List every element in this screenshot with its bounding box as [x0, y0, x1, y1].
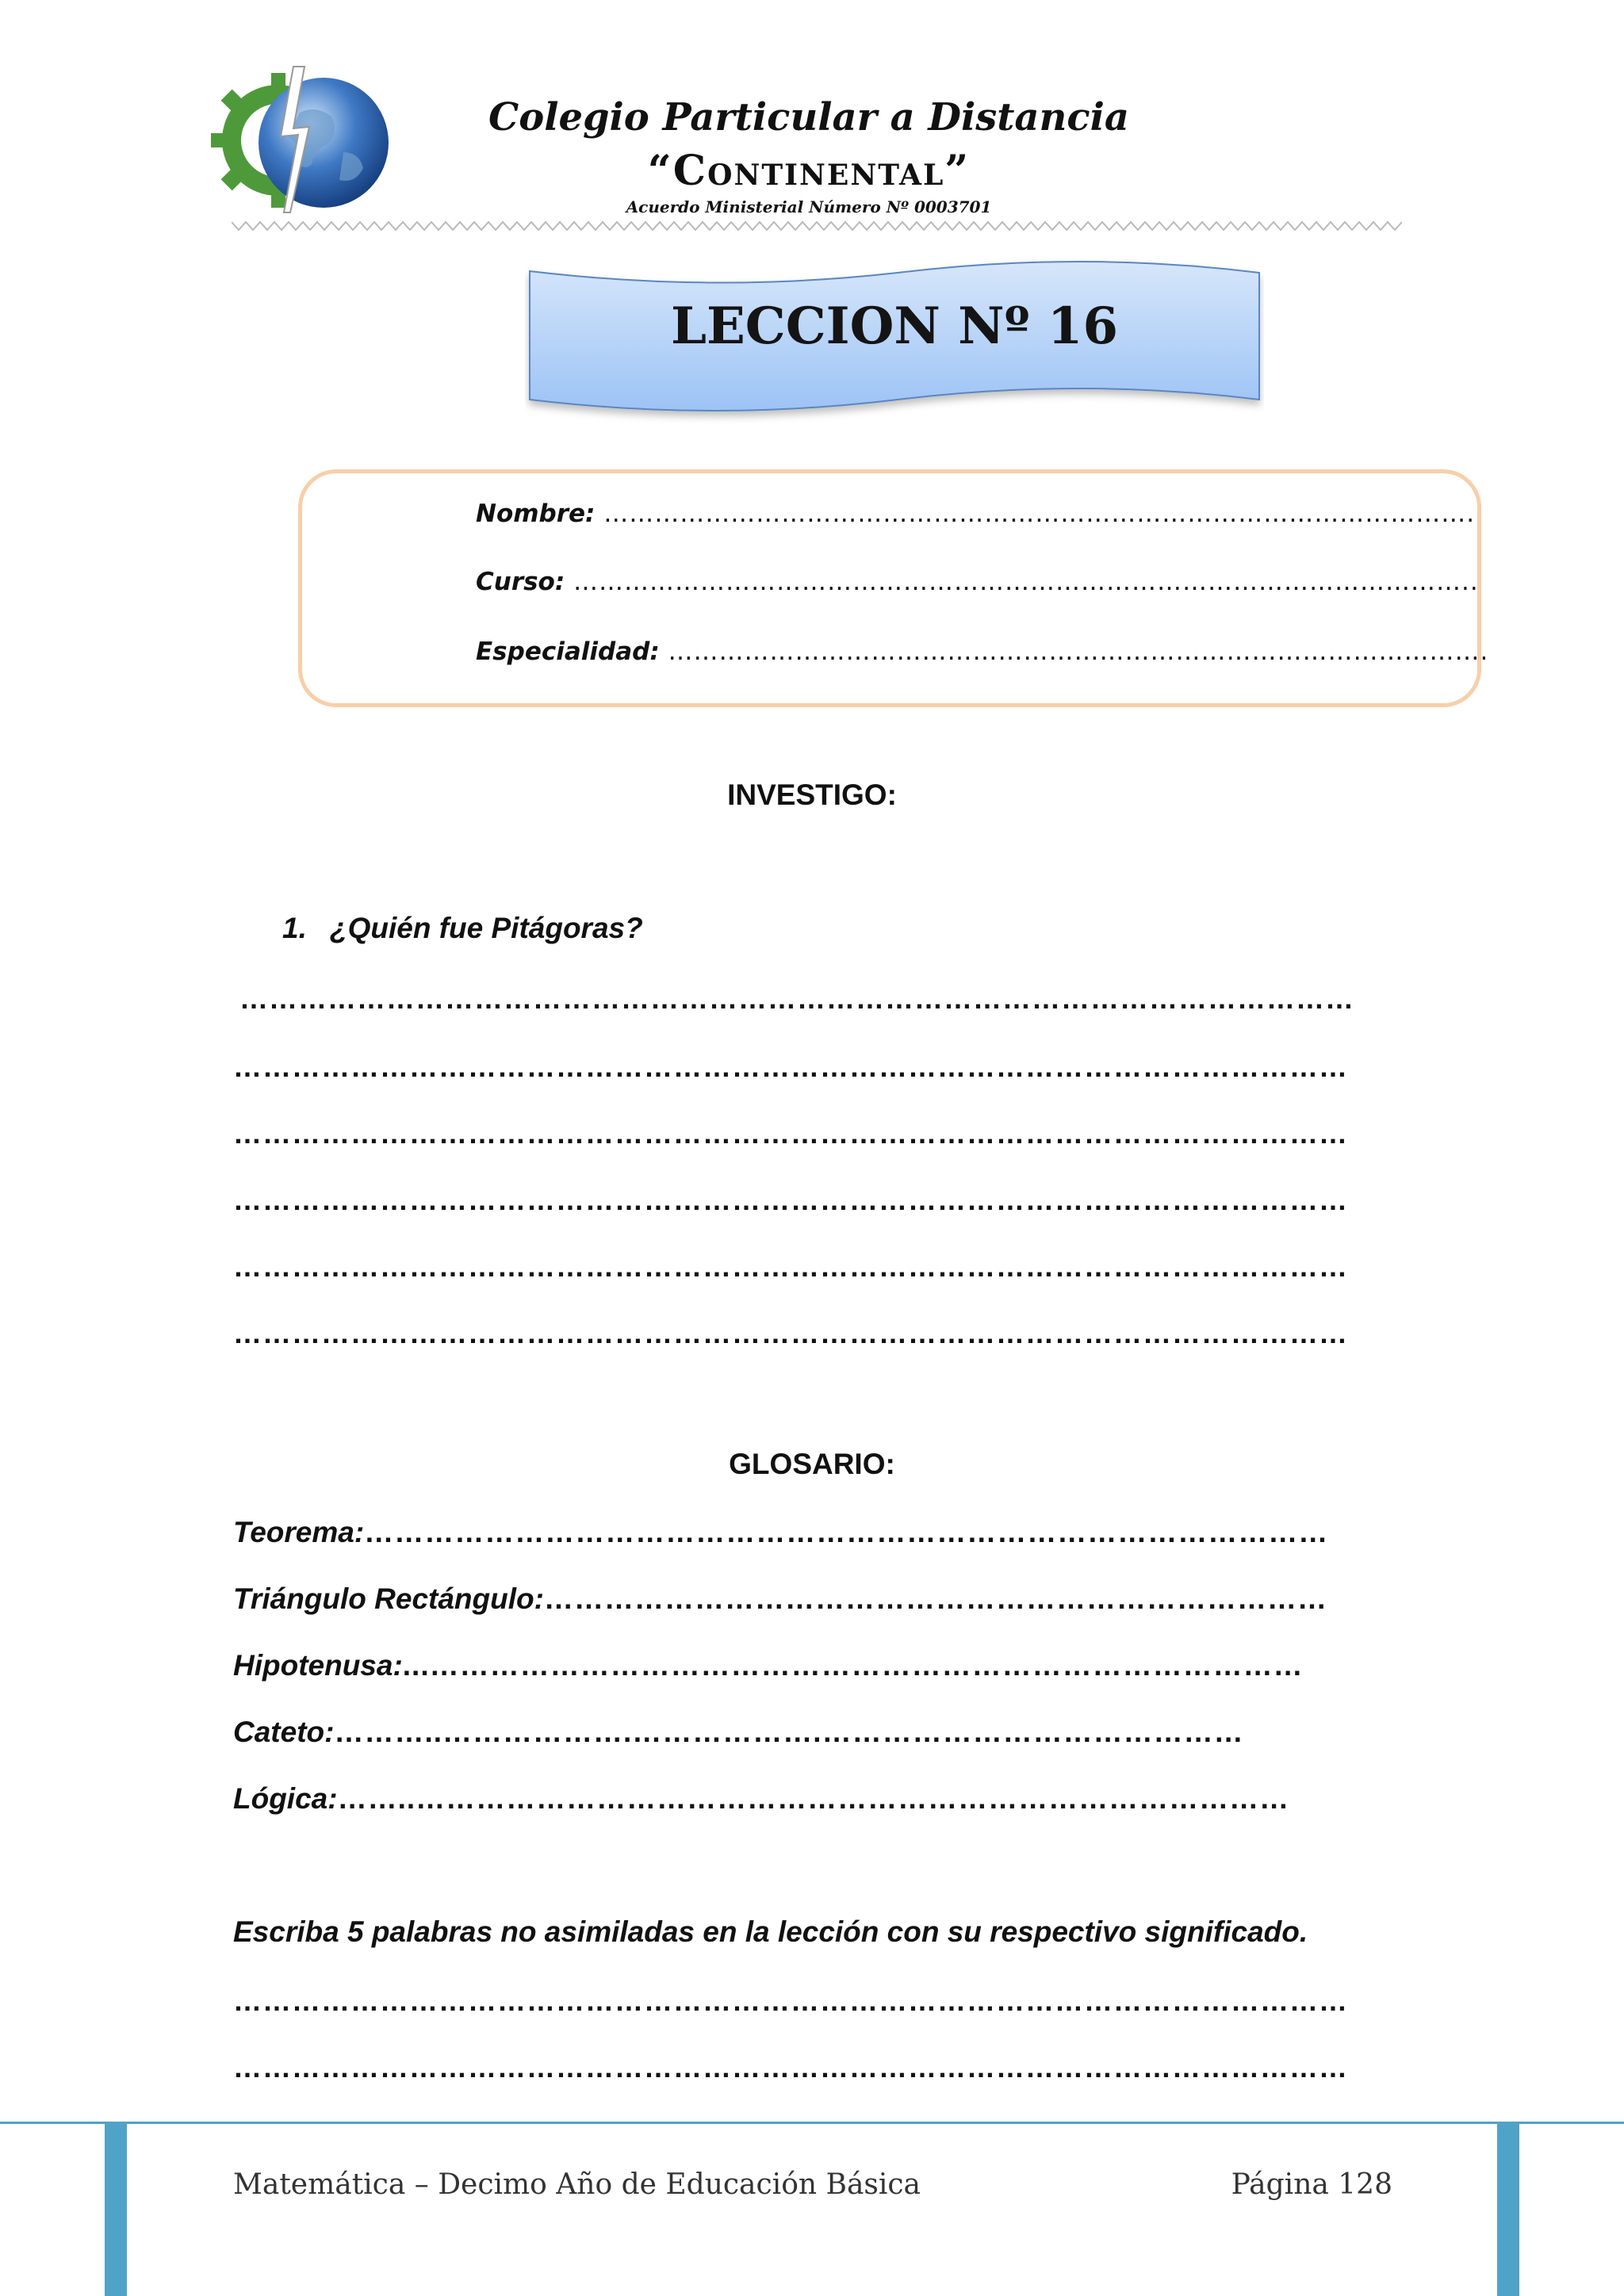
school-name: Colegio Particular a Distancia — [488, 95, 1129, 140]
term-label: Triángulo Rectángulo: — [233, 1582, 544, 1615]
term-dots: ……..…………………………………………………………………………… — [337, 1782, 1290, 1815]
investigo-heading: INVESTIGO: — [727, 779, 897, 811]
answer-line[interactable]: …………………………………………………………………………………………………… — [239, 983, 1354, 1015]
answer-line[interactable]: …………………………………………………………………………………………………… — [233, 1251, 1348, 1283]
term-label: Cateto: — [233, 1716, 335, 1748]
answer-line[interactable]: …………………………………………………………………………………………………… — [233, 1051, 1348, 1083]
instruction-line[interactable]: …………………………………………………………………………………………………… — [233, 1985, 1348, 2017]
glossary-term-triangulo-rectangulo[interactable] — [233, 1581, 1327, 1617]
nombre-dots: …………………………………………………………………………………………. — [603, 499, 1476, 528]
footer-subject: Matemática – Decimo Año de Educación Básica — [233, 2168, 921, 2201]
footer-bar-right — [1497, 2122, 1519, 2296]
term-dots: ………..……………….……………….…………………………………… — [334, 1716, 1244, 1748]
page-number: Página 128 — [1231, 2168, 1392, 2201]
answer-line[interactable]: …………………………………………………………………………………………………… — [233, 1184, 1348, 1216]
instruction-text: Escriba 5 palabras no asimiladas en la lección con su respectivo significado. — [233, 1915, 1308, 1948]
glossary-term-cateto[interactable] — [233, 1714, 1244, 1751]
question-1 — [282, 910, 643, 947]
glosario-heading: GLOSARIO: — [729, 1448, 895, 1480]
glossary-term-hipotenusa[interactable] — [233, 1647, 1304, 1684]
especialidad-field[interactable] — [476, 636, 1488, 668]
term-dots: ...…………………………………………………………………………… — [402, 1649, 1304, 1682]
glossary-term-teorema[interactable] — [233, 1514, 1328, 1551]
instruction-line[interactable]: …………………………………………………………………………………………………… — [233, 2052, 1348, 2084]
answer-line[interactable]: …………………………………………………………………………………………………… — [233, 1318, 1348, 1349]
question-text: ¿Quién fue Pitágoras? — [330, 912, 643, 944]
curso-field[interactable] — [476, 566, 1479, 598]
especialidad-label: Especialidad: — [476, 637, 668, 666]
header-divider — [232, 219, 1402, 235]
school-logo — [205, 57, 395, 224]
lesson-title: LECCION Nº 16 — [671, 297, 1118, 356]
footer-divider — [0, 2122, 1624, 2124]
school-subtitle: “Continental” — [647, 147, 971, 195]
nombre-field[interactable] — [476, 498, 1475, 530]
term-label: Teorema: — [233, 1516, 365, 1548]
curso-label: Curso: — [476, 568, 574, 596]
footer-bar-left — [105, 2122, 127, 2296]
acuerdo-ministerial: Acuerdo Ministerial Número Nº 0003701 — [626, 197, 992, 216]
answer-line[interactable]: …………………………………………………………………………………………………… — [233, 1118, 1348, 1150]
curso-dots: …………………………………………………………………………………………….. — [573, 568, 1479, 596]
term-label: Lógica: — [233, 1782, 338, 1815]
term-dots: …………………………………………………………………………………… — [364, 1516, 1329, 1548]
term-label: Hipotenusa: — [233, 1649, 403, 1682]
nombre-label: Nombre: — [476, 499, 604, 528]
glossary-term-logica[interactable] — [233, 1781, 1289, 1817]
term-dots: …………………………………………………………………… — [543, 1582, 1327, 1615]
especialidad-dots: ……………………………………………………………………………………. — [668, 637, 1489, 666]
question-number: 1. — [282, 912, 307, 944]
